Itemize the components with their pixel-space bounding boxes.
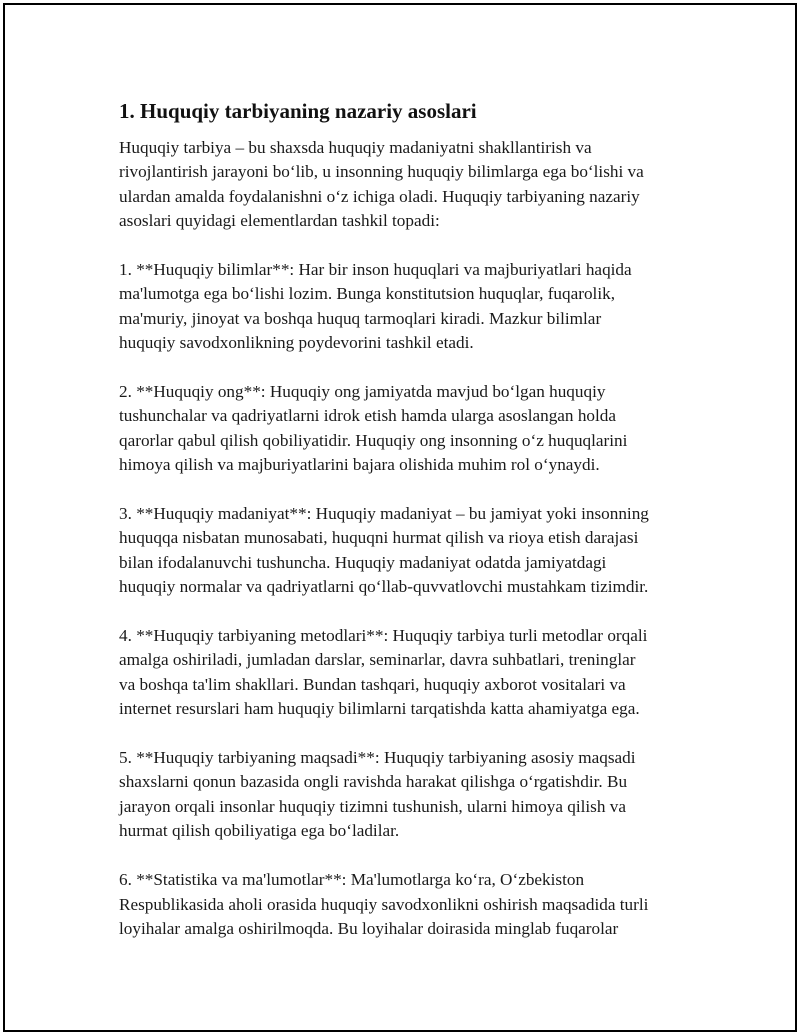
text-line: huquqiy savodxonlikning poydevorini tashkil etadi. <box>119 333 474 353</box>
text-line: 2. **Huquqiy ong**: Huquqiy ong jamiyatda mavjud bo‘lgan huquqiy <box>119 382 606 402</box>
paragraph <box>119 624 699 722</box>
text-line: bilan ifodalanuvchi tushuncha. Huquqiy madaniyat odatda jamiyatdagi <box>119 552 607 572</box>
text-line: huquqqa nisbatan munosabati, huquqni hurmat qilish va rioya etish darajasi <box>119 528 639 548</box>
text-line: loyihalar amalga oshirilmoqda. Bu loyihalar doirasida minglab fuqarolar <box>119 918 619 938</box>
text-line: asoslari quyidagi elementlardan tashkil topadi: <box>119 211 440 231</box>
text-line: jarayon orqali insonlar huquqiy tizimni tushunish, ularni himoya qilish va <box>119 796 626 816</box>
paragraph <box>119 502 699 600</box>
document-body <box>119 98 699 966</box>
page-frame <box>3 3 797 1032</box>
text-line: hurmat qilish qobiliyatiga ega bo‘ladilar. <box>119 821 400 841</box>
section-title: 1. Huquqiy tarbiyaning nazariy asoslari <box>119 99 477 123</box>
paragraph <box>119 258 699 356</box>
text-line: shaxslarni qonun bazasida ongli ravishda harakat qilishga o‘rgatishdir. Bu <box>119 772 628 792</box>
text-line: Huquqiy tarbiya – bu shaxsda huquqiy madaniyatni shakllantirish va <box>119 138 592 157</box>
text-line: 5. **Huquqiy tarbiyaning maqsadi**: Huquqiy tarbiyaning asosiy maqsadi <box>119 748 636 768</box>
text-line: ulardan amalda foydalanishni o‘z ichiga oladi. Huquqiy tarbiyaning nazariy <box>119 186 640 206</box>
text-line: 4. **Huquqiy tarbiyaning metodlari**: Huquqiy tarbiya turli metodlar orqali <box>119 626 648 646</box>
text-line: tushunchalar va qadriyatlarni idrok etish hamda ularga asoslangan holda <box>119 406 617 426</box>
text-line: himoya qilish va majburiyatlarini bajara olishida muhim rol o‘ynaydi. <box>119 455 600 475</box>
text-line: 3. **Huquqiy madaniyat**: Huquqiy madaniyat – bu jamiyat yoki insonning <box>119 504 649 524</box>
text-line: ma'muriy, jinoyat va boshqa huquq tarmoqlari kiradi. Mazkur bilimlar <box>119 308 602 328</box>
paragraph <box>119 136 699 234</box>
text-line: rivojlantirish jarayoni bo‘lib, u insonning huquqiy bilimlarga ega bo‘lishi va <box>119 162 644 182</box>
text-line: 6. **Statistika va ma'lumotlar**: Ma'lumotlarga ko‘ra, O‘zbekiston <box>119 870 585 890</box>
text-line: internet resurslari ham huquqiy bilimlarni tarqatishda katta ahamiyatga ega. <box>119 699 640 719</box>
text-line: qarorlar qabul qilish qobiliyatidir. Huquqiy ong insonning o‘z huquqlarini <box>119 430 628 450</box>
text-line: ma'lumotga ega bo‘lishi lozim. Bunga konstitutsion huquqlar, fuqarolik, <box>119 284 616 304</box>
text-line: huquqiy normalar va qadriyatlarni qo‘llab-quvvatlovchi mustahkam tizimdir. <box>119 577 649 597</box>
text-line: Respublikasida aholi orasida huquqiy savodxonlikni oshirish maqsadida turli <box>119 894 649 914</box>
paragraph <box>119 380 699 478</box>
paragraph <box>119 746 699 844</box>
paragraph-list <box>119 136 699 941</box>
text-line: 1. **Huquqiy bilimlar**: Har bir inson huquqlari va majburiyatlari haqida <box>119 260 632 280</box>
text-line: amalga oshiriladi, jumladan darslar, seminarlar, davra suhbatlari, treninglar <box>119 650 636 670</box>
paragraph <box>119 868 699 941</box>
text-line: va boshqa ta'lim shakllari. Bundan tashqari, huquqiy axborot vositalari va <box>119 674 626 694</box>
